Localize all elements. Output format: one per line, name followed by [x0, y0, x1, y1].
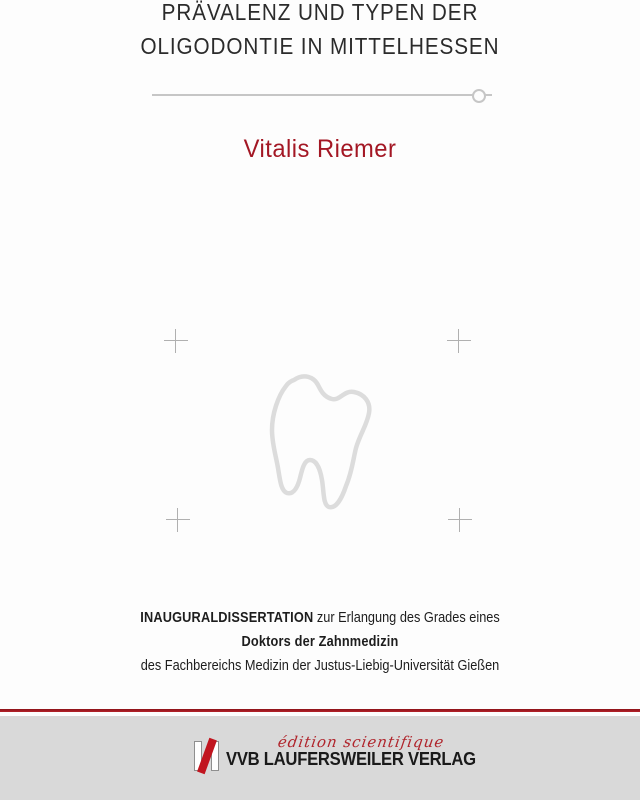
publisher-logo	[190, 732, 476, 782]
dissertation-keyword: INAUGURALDISSERTATION	[140, 609, 314, 626]
footer-red-rule	[0, 709, 640, 712]
crop-mark-bottom-left	[166, 508, 190, 532]
tooth-outline-icon	[258, 368, 383, 518]
publisher-footer	[0, 716, 640, 800]
title-line-2: OLIGODONTIE IN MITTELHESSEN	[140, 33, 500, 59]
dissertation-line-1: INAUGURALDISSERTATION zur Erlangung des Grades eines	[140, 609, 500, 626]
vvb-logo-icon	[194, 739, 224, 775]
divider-line	[152, 94, 492, 96]
divider-circle-ornament	[472, 89, 486, 103]
page-title	[32, 0, 608, 63]
crop-mark-bottom-right	[448, 508, 472, 532]
dissertation-line-2: Doktors der Zahnmedizin	[241, 633, 399, 650]
publisher-wordmark: VVB LAUFERSWEILER VERLAG	[226, 748, 476, 769]
dissertation-line-3: des Fachbereichs Medizin der Justus-Liebig-Universität Gießen	[140, 657, 500, 674]
crop-mark-top-right	[447, 329, 471, 353]
dissertation-statement	[48, 606, 592, 678]
title-line-1: PRÄVALENZ UND TYPEN DER	[161, 0, 479, 25]
author-name: Vitalis Riemer	[243, 135, 397, 163]
crop-mark-top-left	[164, 329, 188, 353]
publisher-imprint: édition scientifique	[276, 733, 446, 751]
